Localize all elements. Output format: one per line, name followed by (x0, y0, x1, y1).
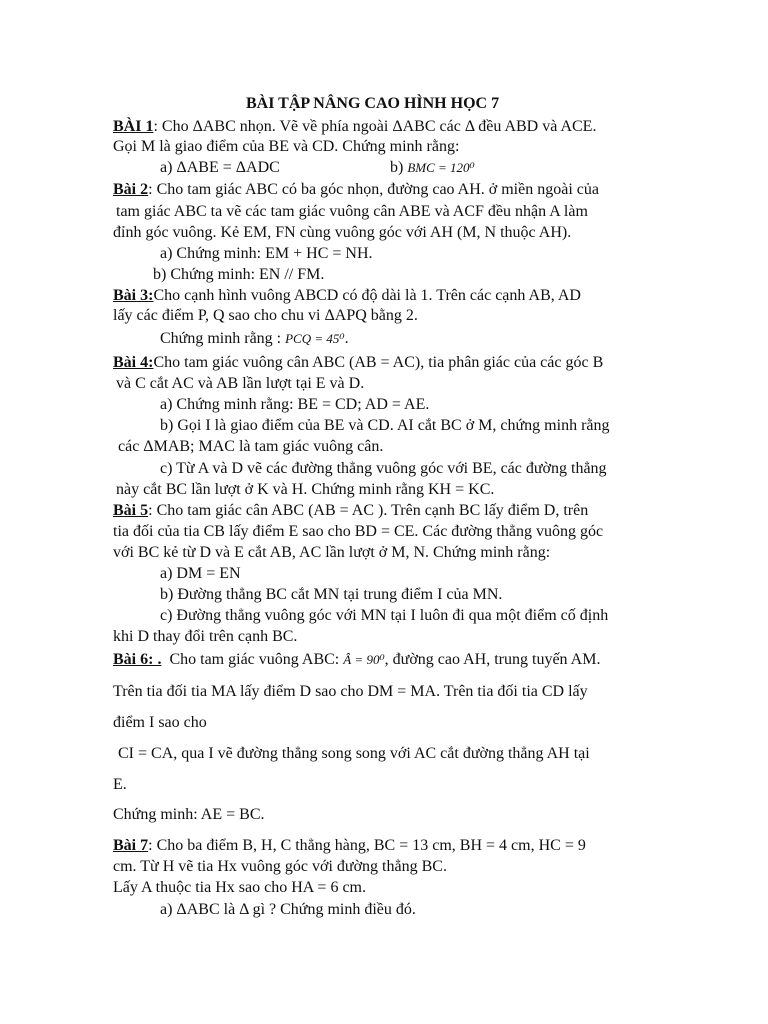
bai5-line2: tia đối của tia CB lấy điểm E sao cho BD = CE. Các đường thẳng vuông góc (113, 523, 604, 540)
bai2-part-b: b) Chứng minh: EN // FM. (153, 266, 325, 283)
bai7-line1 (113, 836, 586, 856)
bai7-part-a: a) ΔABC là Δ gì ? Chứng minh điều đó. (160, 901, 416, 918)
bai6-text1b: , đường cao AH, trung tuyến AM. (384, 651, 601, 668)
bai3-math: PCQ = 45⁰ (285, 331, 345, 346)
bai3-proof-label: Chứng minh rằng : (160, 330, 282, 347)
bai6-math: Â = 90⁰ (343, 652, 385, 667)
bai6-heading: Bài 6: . (113, 651, 162, 668)
bai4-part-a: a) Chứng minh rằng: BE = CD; AD = AE. (160, 396, 430, 413)
bai1-heading: BÀI 1 (113, 118, 154, 135)
bai6-line1 (113, 650, 600, 670)
bai6-line5: E. (113, 776, 127, 793)
bai6-line4: CI = CA, qua I vẽ đường thẳng song song với AC cắt đường thẳng AH tại (118, 745, 590, 762)
page-title: BÀI TẬP NÂNG CAO HÌNH HỌC 7 (246, 95, 500, 112)
bai3-heading: Bài 3: (113, 287, 154, 304)
bai4-text1: Cho tam giác vuông cân ABC (AB = AC), tia phân giác của các góc B (153, 354, 604, 371)
bai2-part-a: a) Chứng minh: EM + HC = NH. (160, 245, 373, 262)
bai5-text1: : Cho tam giác cân ABC (AB = AC ). Trên cạnh BC lấy điểm D, trên (148, 502, 589, 519)
bai1-part-b-label: b) (390, 159, 404, 176)
bai4-line1 (113, 353, 603, 373)
bai1-part-a: a) ΔABE = ΔADC (160, 159, 280, 176)
bai7-line3: Lấy A thuộc tia Hx sao cho HA = 6 cm. (113, 879, 366, 896)
bai4-part-c2: này cắt BC lần lượt ở K và H. Chứng minh rằng KH = KC. (116, 481, 495, 498)
bai2-line3: đỉnh góc vuông. Kẻ EM, FN cùng vuông góc với AH (M, N thuộc AH). (113, 224, 572, 241)
bai5-part-b: b) Đường thẳng BC cắt MN tại trung điểm I của MN. (160, 586, 503, 603)
bai2-text1: : Cho tam giác ABC có ba góc nhọn, đường cao AH. ở miền ngoài của (148, 181, 599, 198)
bai7-heading: Bài 7 (113, 837, 149, 854)
bai2-line2: tam giác ABC ta vẽ các tam giác vuông cân ABE và ACF đều nhận A làm (116, 203, 588, 220)
bai6-line3: điểm I sao cho (113, 714, 207, 731)
bai2-heading: Bài 2 (113, 181, 149, 198)
bai7-line2: cm. Từ H vẽ tia Hx vuông góc với đường thẳng BC. (113, 858, 447, 875)
bai6-line2: Trên tia đối tia MA lấy điểm D sao cho DM = MA. Trên tia đối tia CD lấy (113, 683, 588, 700)
bai1-part-b (390, 158, 475, 178)
bai5-part-a: a) DM = EN (160, 565, 241, 582)
bai1-part-b-math: BMC = 120⁰ (407, 160, 475, 175)
bai1-text1: : Cho ΔABC nhọn. Vẽ về phía ngoài ΔABC các Δ đều ABD và ACE. (153, 118, 597, 135)
bai4-heading: Bài 4: (113, 354, 154, 371)
bai6-text1a: Cho tam giác vuông ABC: (169, 651, 340, 668)
bai1-line2: Gọi M là giao điểm của BE và CD. Chứng minh rằng: (113, 138, 460, 155)
bai3-proof (160, 329, 349, 349)
bai3-line1 (113, 286, 581, 306)
bai7-text1: : Cho ba điểm B, H, C thẳng hàng, BC = 13 cm, BH = 4 cm, HC = 9 (148, 837, 586, 854)
bai4-part-c1: c) Từ A và D vẽ các đường thẳng vuông góc với BE, các đường thẳng (160, 460, 607, 477)
bai4-line2: và C cắt AC và AB lần lượt tại E và D. (116, 375, 365, 392)
bai3-text1: Cho cạnh hình vuông ABCD có độ dài là 1. Trên các cạnh AB, AD (153, 287, 581, 304)
bai5-heading: Bài 5 (113, 502, 149, 519)
bai1-line1 (113, 117, 596, 137)
bai4-part-b1: b) Gọi I là giao điểm của BE và CD. AI cắt BC ở M, chứng minh rằng (160, 417, 610, 434)
bai3-line2: lấy các điểm P, Q sao cho chu vi ΔAPQ bằng 2. (113, 307, 418, 324)
bai5-part-c1: c) Đường thẳng vuông góc với MN tại I luôn đi qua một điểm cố định (160, 607, 609, 624)
bai5-line3: với BC kẻ từ D và E cắt AB, AC lần lượt ở M, N. Chứng minh rằng: (113, 544, 551, 561)
bai3-dot: . (344, 330, 349, 347)
bai4-part-b2: các ΔMAB; MAC là tam giác vuông cân. (118, 438, 384, 455)
bai5-line1 (113, 501, 588, 521)
bai6-line6: Chứng minh: AE = BC. (113, 806, 265, 823)
bai2-line1 (113, 180, 599, 200)
bai5-part-c2: khi D thay đổi trên cạnh BC. (113, 628, 298, 645)
